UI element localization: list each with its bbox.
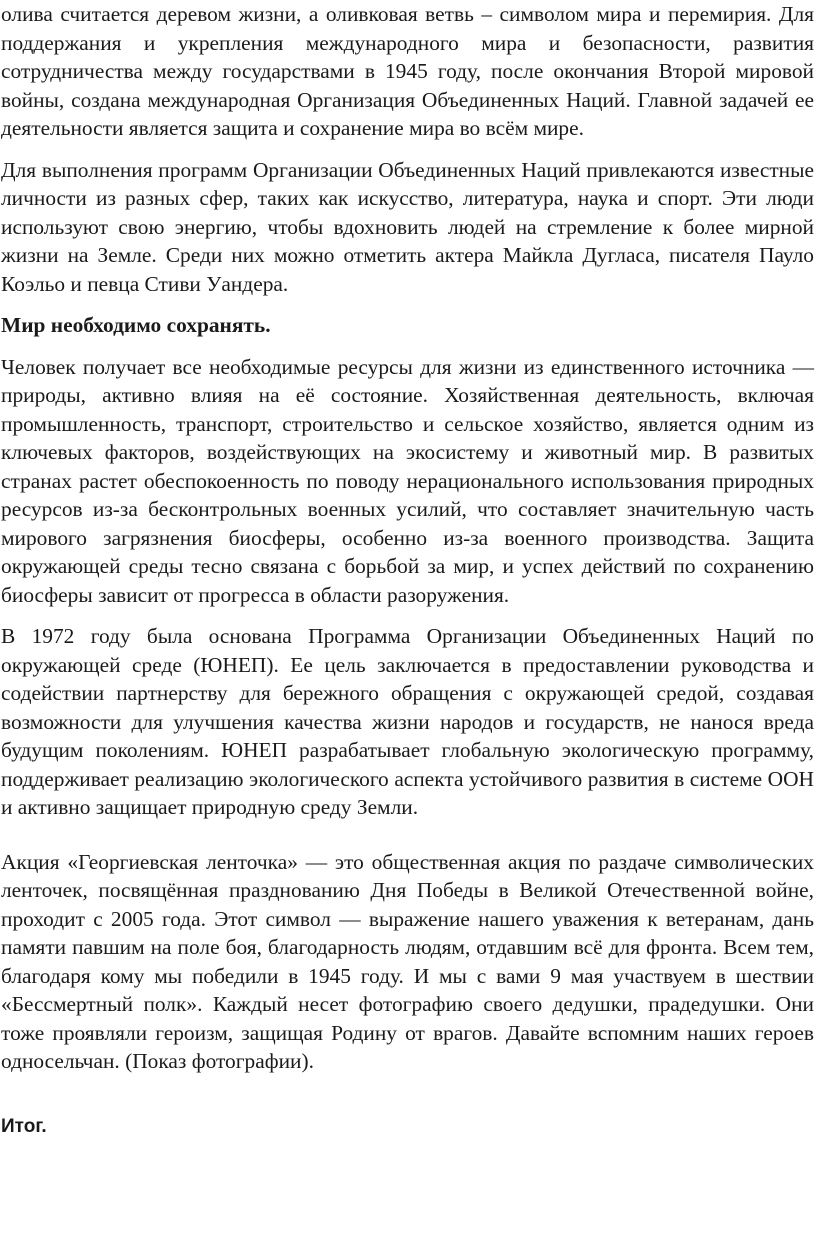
final-heading: Итог.	[1, 1115, 47, 1137]
paragraph-st-george-ribbon: Акция «Георгиевская ленточка» — это общественная акция по раздаче символических ленточек, посвящённая празднованию Дня Победы в Великой Отечественной войне, проходит с 2005 года. Этот символ — выражение нашего уважения к ветеранам, дань памяти павшим на поле боя, благодарность людям, отдавшим всё для фронта. Всем тем, благодаря кому мы победили в 1945 году. И мы с вами 9 мая участвуем в шествии «Бессмертный полк». Каждый несет фотографию своего дедушки, прадедушки. Они тоже проявляли героизм, защищая Родину от врагов. Давайте вспомним наших героев односельчан. (Показ фотографии).	[1, 849, 814, 1073]
paragraph-olive-un: олива считается деревом жизни, а оливковая ветвь – символом мира и перемирия. Для поддержания и укрепления международного мира и безопасности, развития сотрудничества между государствами в 1945 году, после окончания Второй мировой войны, создана международная Организация Объединенных Наций. Главной задачей ее деятельности является защита и сохранение мира во всём мире.	[1, 2, 814, 140]
paragraph-celebrities: Для выполнения программ Организации Объединенных Наций привлекаются известные личности из разных сфер, таких как искусство, литература, наука и спорт. Эти люди используют свою энергию, чтобы вдохновить людей на стремление к более мирной жизни на Земле. Среди них можно отметить актера Майкла Дугласа, писателя Пауло Коэльо и певца Стиви Уандера.	[1, 157, 814, 296]
section-heading: Мир необходимо сохранять.	[1, 313, 271, 337]
paragraph-unep: В 1972 году была основана Программа Организации Объединенных Наций по окружающей среде (ЮНЕП). Ее цель заключается в предоставлении руководства и содействии партнерству для бережного обращения с окружающей средой, создавая возможности для улучшения качества жизни народов и государств, не нанося вреда будущим поколениям. ЮНЕП разрабатывает глобальную экологическую программу, поддерживает реализацию экологического аспекта устойчивого развития в системе ООН и активно защищает природную среду Земли.	[1, 624, 814, 819]
paragraph-nature-resources: Человек получает все необходимые ресурсы для жизни из единственного источника — природы, активно влияя на её состояние. Хозяйственная деятельность, включая промышленность, транспорт, строительство и сельское хозяйство, является одним из ключевых факторов, воздействующих на экосистему и животный мир. В развитых странах растет обеспокоенность по поводу нерационального использования природных ресурсов из-за бесконтрольных военных усилий, что составляет значительную часть мирового загрязнения биосферы, особенно из-за военного производства. Защита окружающей среды тесно связана с борьбой за мир, и успех действий по сохранению биосферы зависит от прогресса в области разоружения.	[1, 354, 814, 607]
